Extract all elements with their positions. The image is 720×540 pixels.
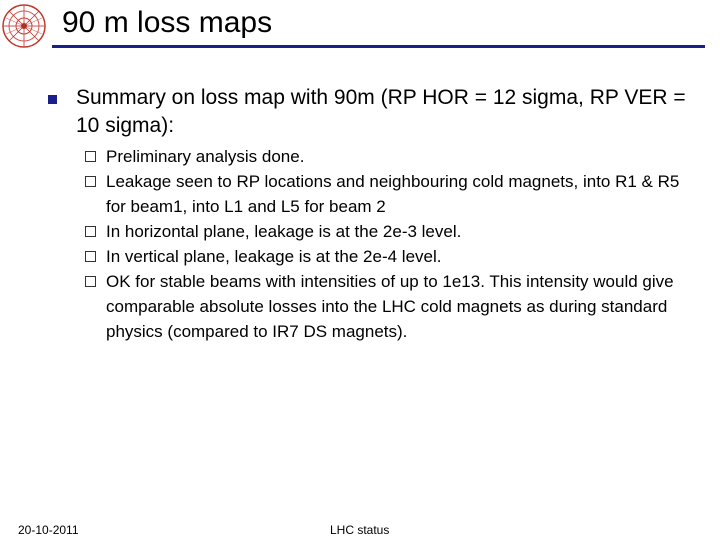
main-bullet-text: Summary on loss map with 90m (RP HOR = 12 sigma, RP VER = 10 sigma): [76,86,686,137]
sub-bullet-text: OK for stable beams with intensities of up to 1e13. This intensity would give comparable absolute losses into the LHC cold magnets as during standard physics (compared to IR7 DS magnets). [106,272,674,341]
sub-bullet-item [80,244,690,269]
sub-bullet-text: In vertical plane, leakage is at the 2e-4 level. [106,247,442,266]
hollow-square-bullet-icon [85,276,96,287]
sub-bullet-list [80,144,690,344]
title-underline [52,45,705,48]
sub-bullet-text: Leakage seen to RP locations and neighbouring cold magnets, into R1 & R5 for beam1, into L1 and L5 for beam 2 [106,172,680,216]
sub-bullet-item [80,219,690,244]
sub-bullet-text: Preliminary analysis done. [106,147,305,166]
footer-title: LHC status [330,523,390,537]
hollow-square-bullet-icon [85,226,96,237]
hollow-square-bullet-icon [85,176,96,187]
sub-bullet-item [80,144,690,169]
hollow-square-bullet-icon [85,251,96,262]
hollow-square-bullet-icon [85,151,96,162]
slide-title: 90 m loss maps [62,6,273,39]
filled-square-bullet-icon [48,95,57,104]
sub-bullet-item [80,169,690,219]
lhc-event-logo-icon [0,2,50,50]
sub-bullet-item [80,269,690,344]
footer-date: 20-10-2011 [18,523,79,537]
sub-bullet-text: In horizontal plane, leakage is at the 2e-3 level. [106,222,462,241]
